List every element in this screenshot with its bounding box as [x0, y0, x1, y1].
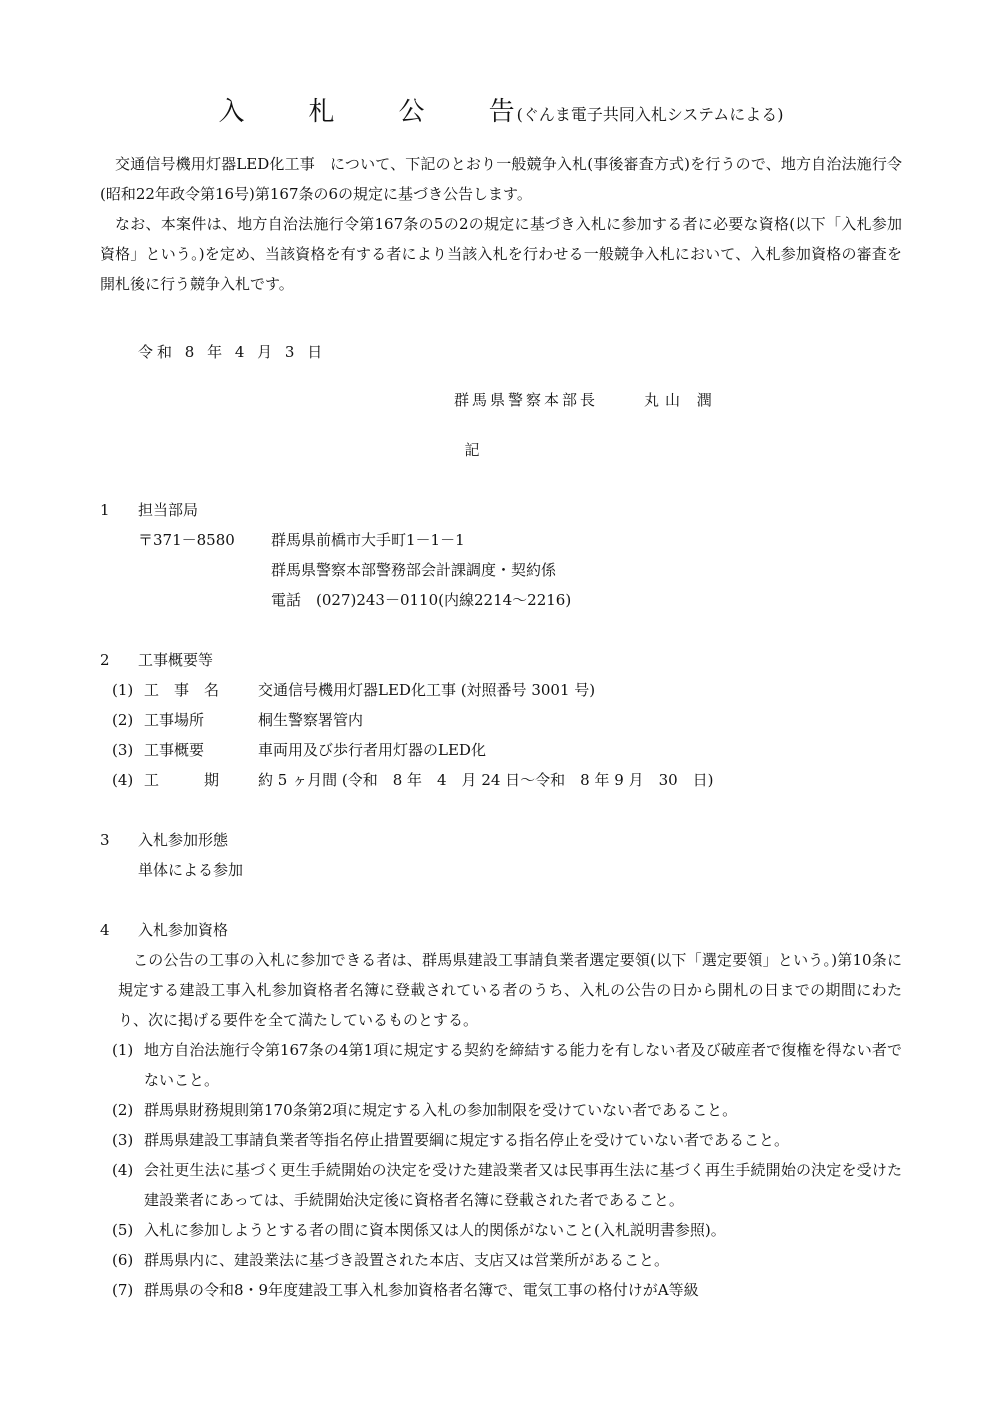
street-address: 群馬県前橋市大手町1－1－1	[271, 531, 465, 549]
condition-7: (7) 群馬県の令和8・9年度建設工事入札参加資格者名簿で、電気工事の格付けがA等級	[112, 1281, 699, 1299]
intro-paragraph-1: 交通信号機用灯器LED化工事 について、下記のとおり一般競争入札(事後審査方式)を行うので、地方自治法施行令(昭和22年政令第16号)第167条の6の規定に基づき公告します。	[100, 155, 902, 203]
signer-org: 群馬県警察本部長	[454, 391, 599, 409]
notice-date: 令和 8 年 4 月 3 日	[138, 343, 327, 361]
condition-6: (6) 群馬県内に、建設業法に基づき設置された本店、支店又は営業所があること。	[112, 1251, 670, 1269]
title-subtitle: (ぐんま電子共同入札システムによる)	[516, 105, 784, 124]
section-2-heading: 2 工事概要等	[100, 651, 214, 669]
section-1-address	[100, 525, 902, 555]
section-2-item-2: (2) 工事場所 桐生警察署管内	[112, 711, 364, 729]
signer-name: 丸山 潤	[644, 391, 718, 409]
title-main: 入 札 公 告	[218, 97, 517, 127]
section-1-heading: 1 担当部局	[100, 501, 199, 519]
postal-code: 〒371－8580	[138, 531, 235, 549]
ki-heading: 記	[464, 441, 480, 459]
section-4-body: この公告の工事の入札に参加できる者は、群馬県建設工事請負業者選定要領(以下「選定要領」という。)第10条に規定する建設工事入札参加資格者名簿に登載されている者のうち、入札の公告の日から開札の日までの期間にわたり、次に掲げる要件を全て満たしているものとする。	[118, 951, 902, 1029]
section-2-item-4: (4) 工 期 約 5 ヶ月間 (令和 8 年 4 月 24 日～令和 8 年 9 月 30 日)	[112, 771, 714, 789]
condition-2: (2) 群馬県財務規則第170条第2項に規定する入札の参加制限を受けていない者であること。	[112, 1101, 738, 1119]
signer	[100, 385, 902, 415]
section-4-heading: 4 入札参加資格	[100, 921, 229, 939]
condition-4: (4) 会社更生法に基づく更生手続開始の決定を受けた建設業者又は民事再生法に基づく再生手続開始の決定を受けた建設業者にあっては、手続開始決定後に資格者名簿に登載された者であること。	[112, 1161, 902, 1209]
section-1-phone: 電話 (027)243－0110(内線2214～2216)	[271, 591, 572, 609]
condition-1: (1) 地方自治法施行令第167条の4第1項に規定する契約を締結する能力を有しない者及び破産者で復権を得ない者でないこと。	[112, 1041, 902, 1089]
condition-3: (3) 群馬県建設工事請負業者等指名停止措置要綱に規定する指名停止を受けていない者であること。	[112, 1131, 790, 1149]
notice-title	[100, 92, 902, 135]
section-2-item-1: (1) 工 事 名 交通信号機用灯器LED化工事 (対照番号 3001 号)	[112, 681, 596, 699]
intro-paragraph-2: なお、本案件は、地方自治法施行令第167条の5の2の規定に基づき入札に参加する者に必要な資格(以下「入札参加資格」という。)を定め、当該資格を有する者により当該入札を行わせる一般競争入札において、入札参加資格の審査を開札後に行う競争入札です。	[100, 215, 902, 293]
condition-5: (5) 入札に参加しようとする者の間に資本関係又は人的関係がないこと(入札説明書参照)。	[112, 1221, 726, 1239]
section-3-heading: 3 入札参加形態	[100, 831, 229, 849]
section-3-body: 単体による参加	[138, 861, 244, 879]
section-2-item-3: (3) 工事概要 車両用及び歩行者用灯器のLED化	[112, 741, 486, 759]
section-1-dept: 群馬県警察本部警務部会計課調度・契約係	[271, 561, 557, 579]
